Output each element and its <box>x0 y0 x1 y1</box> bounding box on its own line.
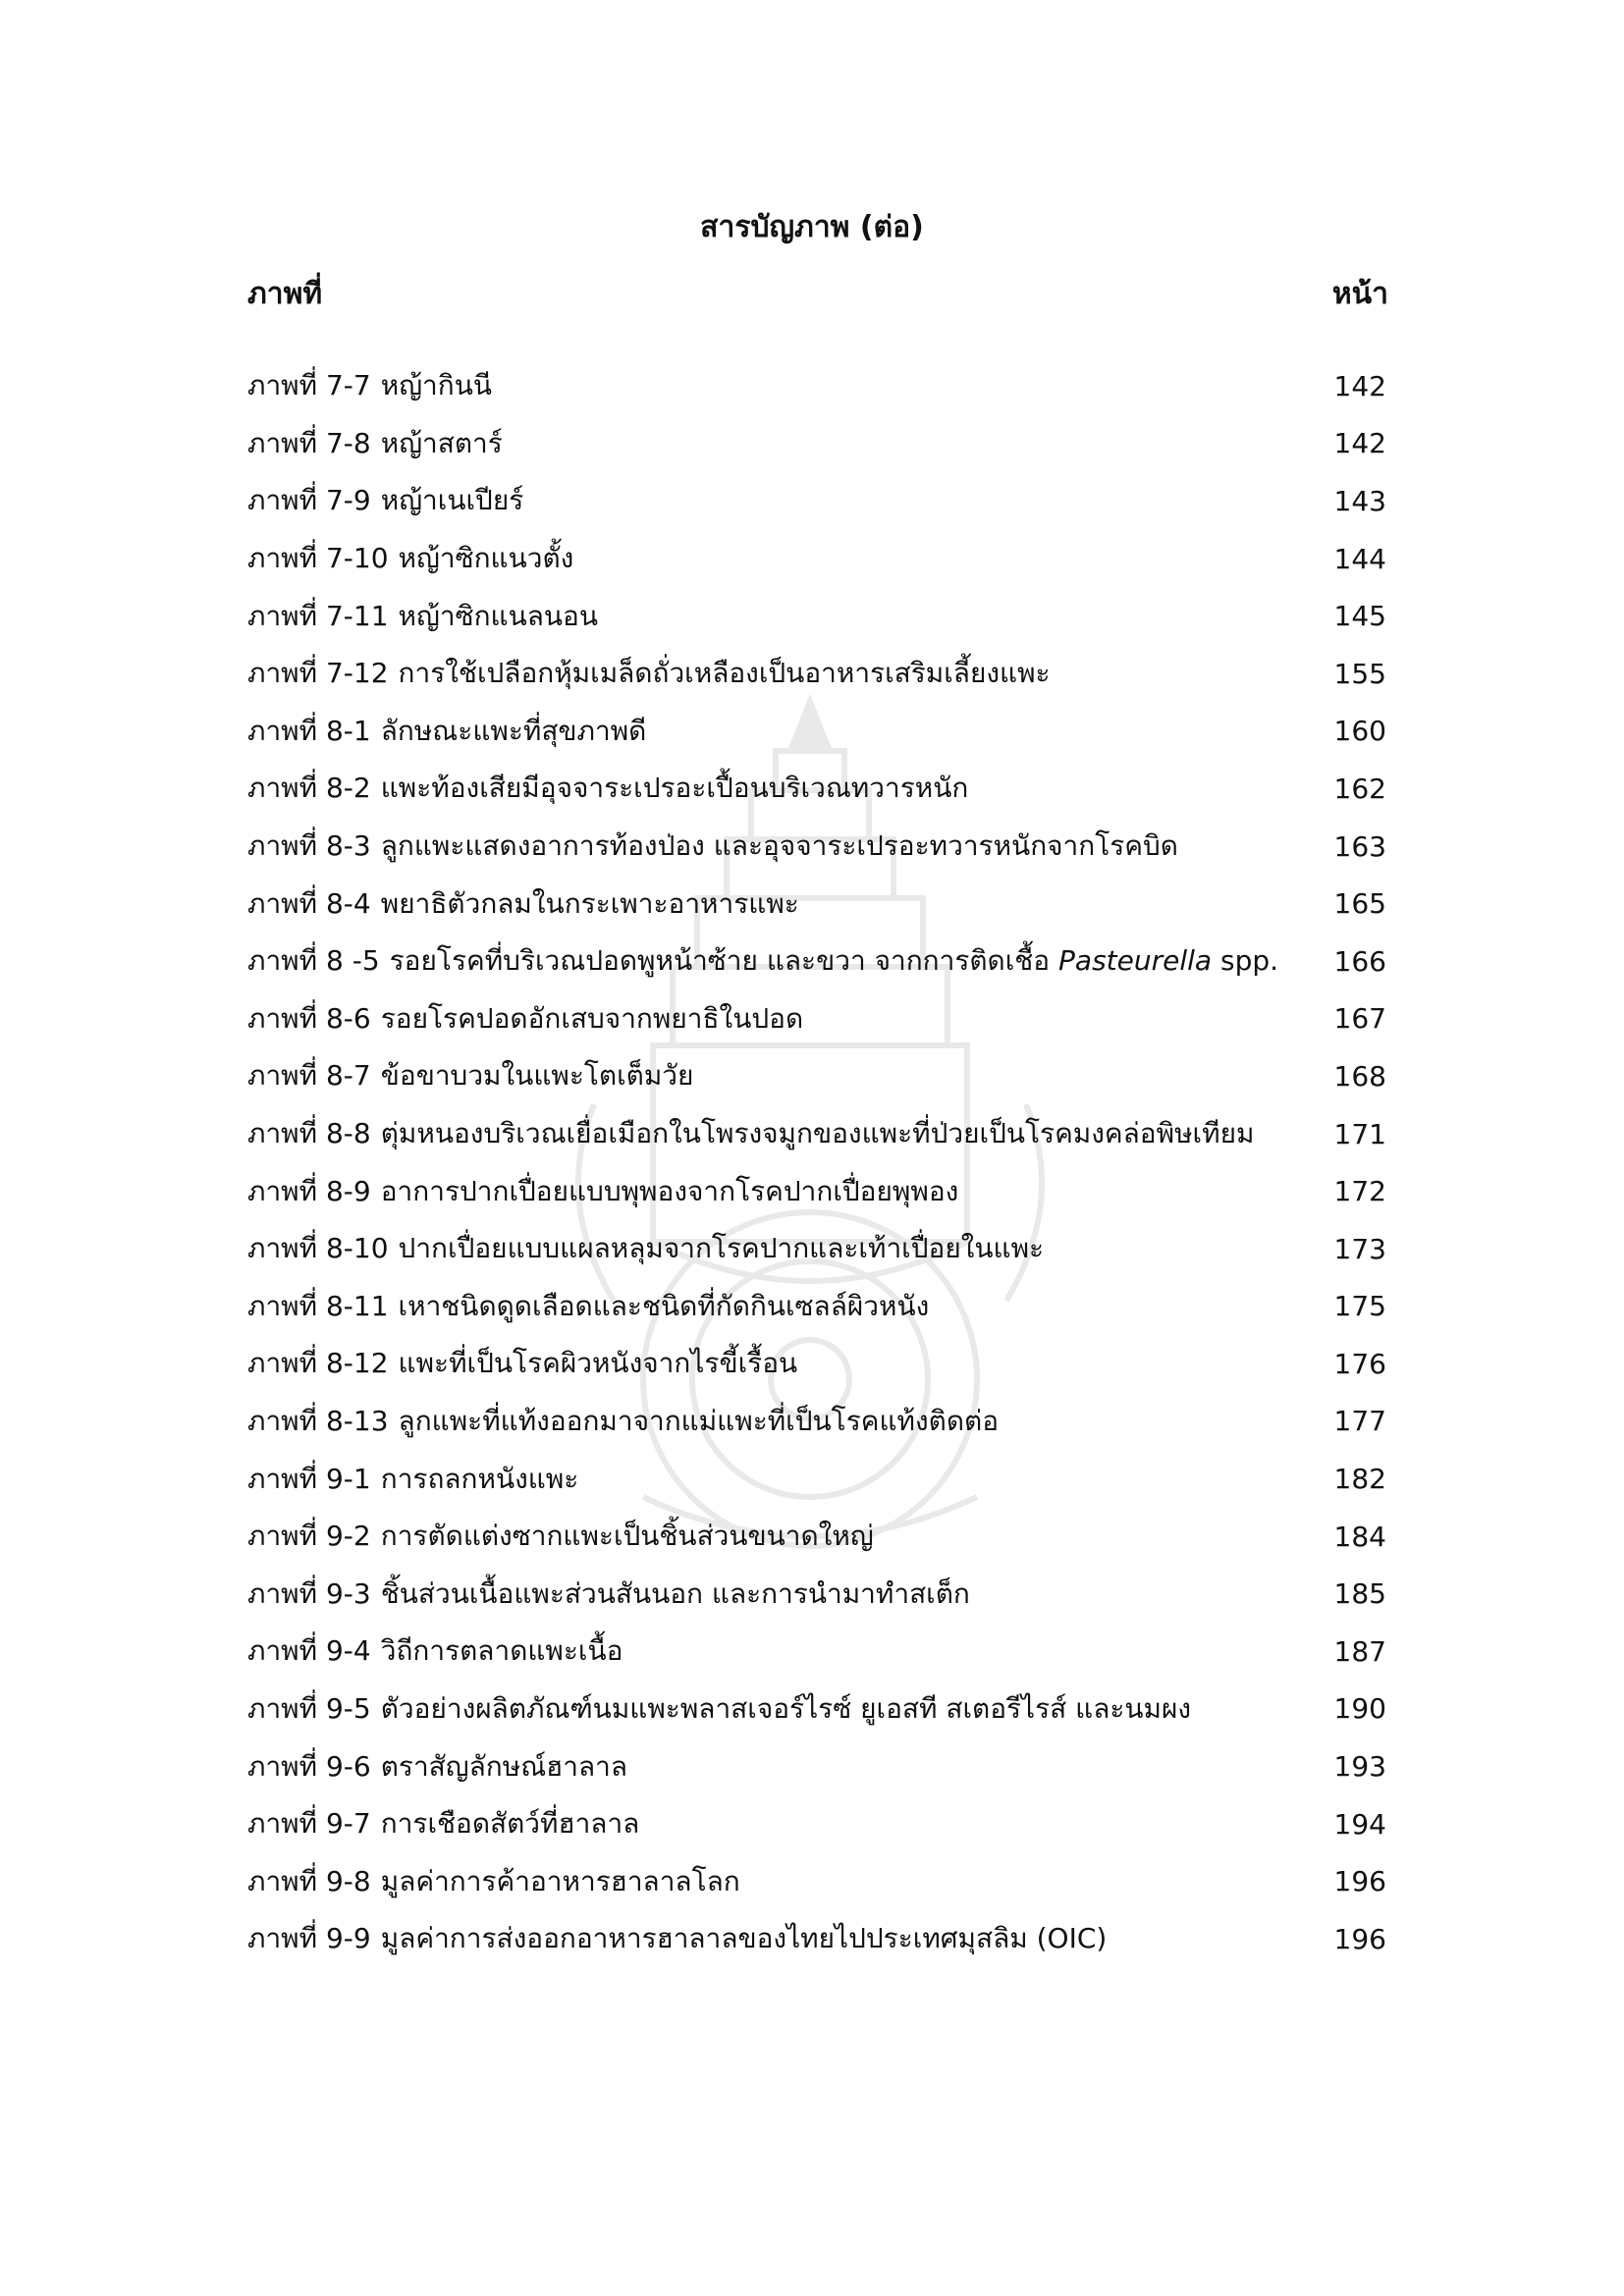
entry-label: ภาพที่ 9-3 <box>247 1576 371 1610</box>
entry-caption <box>247 1687 1298 1731</box>
list-item <box>247 1047 1386 1105</box>
entry-caption <box>247 364 1298 407</box>
list-item <box>247 357 1386 415</box>
entry-text: ตราสัญลักษณ์ฮาลาล <box>380 1749 628 1783</box>
list-item <box>247 1393 1386 1451</box>
entry-label: ภาพที่ 8-10 <box>247 1232 389 1265</box>
entry-text: ตัวอย่างผลิตภัณฑ์นมแพะพลาสเจอร์ไรซ์ ยูเอสที สเตอรีไรส์ และนมผง <box>380 1691 1192 1725</box>
entry-caption <box>247 479 1298 522</box>
entry-caption <box>247 537 1298 580</box>
list-item <box>247 1565 1386 1623</box>
entry-text: การตัดแต่งซากแพะเป็นชิ้นส่วนขนาดใหญ่ <box>380 1520 874 1553</box>
entry-page: 168 <box>1333 1059 1386 1093</box>
list-item <box>247 1508 1386 1566</box>
entry-label: ภาพที่ 7-11 <box>247 599 389 632</box>
entry-caption <box>247 1342 1298 1385</box>
entry-text: ชิ้นส่วนเนื้อแพะส่วนสันนอก และการนำมาทำสเต็ก <box>380 1576 970 1610</box>
entry-caption <box>247 595 1298 638</box>
entry-text: วิถีการตลาดแพะเนื้อ <box>380 1634 623 1668</box>
list-item <box>247 933 1386 990</box>
entry-label: ภาพที่ 8-1 <box>247 714 371 747</box>
column-header-page: หน้า <box>1331 277 1388 311</box>
list-item <box>247 1105 1386 1163</box>
entry-label: ภาพที่ 9-1 <box>247 1462 371 1495</box>
entry-label: ภาพที่ 9-6 <box>247 1749 371 1783</box>
entry-text: รอยโรคปอดอักเสบจากพยาธิในปอด <box>380 1001 804 1035</box>
entry-label: ภาพที่ 8-13 <box>247 1404 389 1437</box>
entry-caption <box>247 1054 1298 1097</box>
entry-page: 143 <box>1333 484 1386 517</box>
entry-page: 190 <box>1333 1692 1386 1726</box>
entry-text: การใช้เปลือกหุ้มเมล็ดถั่วเหลืองเป็นอาหารเสริมเลี้ยงแพะ <box>398 657 1051 690</box>
list-item <box>247 1220 1386 1278</box>
entry-text: หญ้าสตาร์ <box>380 426 503 459</box>
entry-caption <box>247 1802 1298 1845</box>
entry-text: หญ้าซิกแนลนอน <box>398 599 598 632</box>
entry-label: ภาพที่ 8-4 <box>247 886 371 920</box>
figure-list <box>247 357 1386 1968</box>
entry-text: หญ้าเนเปียร์ <box>380 484 524 517</box>
entry-label: ภาพที่ 7-7 <box>247 369 371 402</box>
entry-text: ข้อขาบวมในแพะโตเต็มวัย <box>380 1059 694 1093</box>
entry-label: ภาพที่ 8-12 <box>247 1347 389 1380</box>
entry-page: 162 <box>1333 772 1386 805</box>
entry-caption <box>247 652 1298 695</box>
entry-label: ภาพที่ 8-11 <box>247 1289 389 1322</box>
entry-text: มูลค่าการส่งออกอาหารฮาลาลของไทยไปประเทศมุสลิม (OIC) <box>380 1922 1108 1955</box>
list-item <box>247 1335 1386 1393</box>
list-item <box>247 1450 1386 1508</box>
entry-page: 155 <box>1333 657 1386 690</box>
entry-page: 166 <box>1333 944 1386 978</box>
entry-text: แพะท้องเสียมีอุจจาระเปรอะเปื้อนบริเวณทวารหนัก <box>380 772 969 805</box>
entry-page: 184 <box>1333 1520 1386 1553</box>
entry-page: 196 <box>1333 1865 1386 1898</box>
entry-page: 144 <box>1333 542 1386 575</box>
entry-text: แพะที่เป็นโรคผิวหนังจากไรขี้เรื้อน <box>398 1347 798 1380</box>
column-header-figure: ภาพที่ <box>247 277 323 311</box>
entry-caption <box>247 1400 1298 1443</box>
entry-label: ภาพที่ 8-9 <box>247 1174 371 1207</box>
entry-caption <box>247 1917 1298 1960</box>
entry-label: ภาพที่ 7-9 <box>247 484 371 517</box>
entry-page: 145 <box>1333 600 1386 633</box>
list-item <box>247 472 1386 530</box>
entry-label: ภาพที่ 8-8 <box>247 1117 371 1150</box>
entry-label: ภาพที่ 8-2 <box>247 772 371 805</box>
entry-caption <box>247 1170 1298 1213</box>
entry-text: หญ้ากินนี <box>380 369 493 402</box>
entry-label: ภาพที่ 9-4 <box>247 1634 371 1668</box>
entry-label: ภาพที่ 8-3 <box>247 829 371 863</box>
page-title: สารบัญภาพ (ต่อ) <box>700 210 924 244</box>
entry-text: ลักษณะแพะที่สุขภาพดี <box>380 714 647 747</box>
entry-page: 172 <box>1333 1175 1386 1208</box>
entry-text: มูลค่าการค้าอาหารฮาลาลโลก <box>380 1864 740 1897</box>
list-item <box>247 1910 1386 1968</box>
entry-text: อาการปากเปื่อยแบบพุพองจากโรคปากเปื่อยพุพอง <box>380 1174 959 1207</box>
list-item <box>247 645 1386 703</box>
entry-text: การถลกหนังแพะ <box>380 1462 579 1495</box>
entry-label: ภาพที่ 9-7 <box>247 1807 371 1841</box>
list-item <box>247 1737 1386 1795</box>
list-item <box>247 1278 1386 1336</box>
entry-text: เหาชนิดดูดเลือดและชนิดที่กัดกินเซลล์ผิวหนัง <box>398 1289 930 1322</box>
entry-caption <box>247 1285 1298 1328</box>
entry-text: พยาธิตัวกลมในกระเพาะอาหารแพะ <box>380 886 799 920</box>
entry-label: ภาพที่ 8-6 <box>247 1001 371 1035</box>
entry-caption <box>247 882 1298 926</box>
entry-page: 196 <box>1333 1922 1386 1955</box>
list-item <box>247 1681 1386 1738</box>
list-item <box>247 875 1386 933</box>
entry-label: ภาพที่ 8 -5 <box>247 944 380 978</box>
entry-page: 187 <box>1333 1634 1386 1668</box>
entry-caption <box>247 710 1298 753</box>
entry-page: 185 <box>1333 1577 1386 1611</box>
entry-text-tail: spp. <box>1212 944 1279 978</box>
list-item <box>247 1795 1386 1853</box>
entry-caption <box>247 1745 1298 1789</box>
entry-page: 167 <box>1333 1002 1386 1036</box>
entry-text-italic: Pasteurella <box>1058 944 1213 978</box>
entry-label: ภาพที่ 8-7 <box>247 1059 371 1093</box>
list-item <box>247 703 1386 761</box>
entry-caption <box>247 1227 1298 1270</box>
entry-text: ปากเปื่อยแบบแผลหลุมจากโรคปากและเท้าเปื่อยในแพะ <box>398 1232 1045 1265</box>
entry-page: 175 <box>1333 1290 1386 1323</box>
entry-page: 177 <box>1333 1405 1386 1438</box>
entry-page: 165 <box>1333 887 1386 921</box>
entry-page: 182 <box>1333 1463 1386 1496</box>
list-item <box>247 1162 1386 1220</box>
list-item <box>247 1852 1386 1910</box>
entry-caption <box>247 997 1298 1041</box>
entry-text: หญ้าซิกแนวตั้ง <box>398 542 574 575</box>
entry-text: การเชือดสัตว์ที่ฮาลาล <box>380 1807 640 1841</box>
entry-caption <box>247 1112 1298 1155</box>
entry-label: ภาพที่ 9-8 <box>247 1864 371 1897</box>
entry-caption <box>247 825 1298 868</box>
entry-label: ภาพที่ 7-8 <box>247 426 371 459</box>
list-item <box>247 587 1386 645</box>
entry-label: ภาพที่ 9-9 <box>247 1922 371 1955</box>
entry-label: ภาพที่ 7-10 <box>247 542 389 575</box>
list-item <box>247 818 1386 876</box>
list-item <box>247 990 1386 1048</box>
entry-page: 160 <box>1333 715 1386 748</box>
entry-text: รอยโรคที่บริเวณปอดพูหน้าซ้าย และขวา จากการติดเชื้อ <box>389 944 1059 978</box>
entry-page: 176 <box>1333 1347 1386 1380</box>
entry-text: ลูกแพะที่แท้งออกมาจากแม่แพะที่เป็นโรคแท้งติดต่อ <box>398 1404 1000 1437</box>
entry-caption <box>247 1573 1298 1616</box>
entry-caption <box>247 1629 1298 1673</box>
entry-page: 142 <box>1333 427 1386 460</box>
entry-text: ตุ่มหนองบริเวณเยื่อเมือกในโพรงจมูกของแพะที่ป่วยเป็นโรคมงคล่อพิษเทียม <box>380 1117 1255 1150</box>
entry-caption <box>247 939 1298 983</box>
list-item <box>247 760 1386 818</box>
list-item <box>247 530 1386 588</box>
entry-caption <box>247 422 1298 465</box>
entry-caption <box>247 1515 1298 1558</box>
entry-label: ภาพที่ 7-12 <box>247 657 389 690</box>
entry-page: 193 <box>1333 1750 1386 1784</box>
entry-caption <box>247 1860 1298 1903</box>
entry-page: 194 <box>1333 1807 1386 1841</box>
entry-caption <box>247 767 1298 810</box>
entry-page: 173 <box>1333 1232 1386 1265</box>
entry-page: 171 <box>1333 1117 1386 1150</box>
entry-text: ลูกแพะแสดงอาการท้องป่อง และอุจจาระเปรอะทวารหนักจากโรคบิด <box>380 829 1178 863</box>
list-item <box>247 1623 1386 1681</box>
entry-caption <box>247 1458 1298 1501</box>
entry-page: 142 <box>1333 369 1386 402</box>
list-item <box>247 415 1386 473</box>
entry-label: ภาพที่ 9-2 <box>247 1520 371 1553</box>
entry-page: 163 <box>1333 829 1386 863</box>
entry-label: ภาพที่ 9-5 <box>247 1691 371 1725</box>
